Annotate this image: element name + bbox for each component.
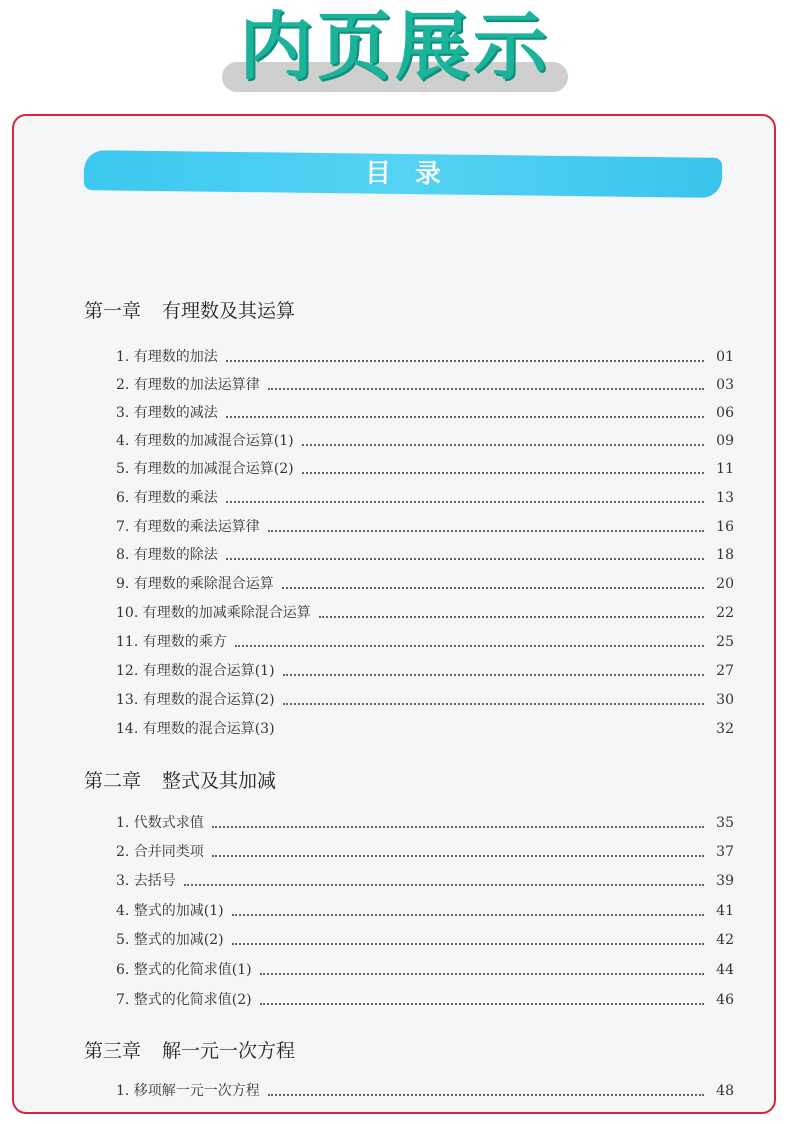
- entry-label: 5. 有理数的加减混合运算(2): [116, 461, 294, 477]
- toc-entry[interactable]: [116, 458, 734, 482]
- book-page: [12, 114, 776, 1114]
- entry-page: 27: [716, 663, 734, 679]
- entry-label: 14. 有理数的混合运算(3): [116, 721, 275, 737]
- dot-leader: [302, 443, 704, 446]
- toc-entry[interactable]: [116, 718, 734, 742]
- dot-leader: [212, 854, 704, 857]
- entry-page: 09: [716, 433, 734, 449]
- entry-label: 3. 去括号: [116, 873, 176, 889]
- toc-entry[interactable]: [116, 602, 734, 626]
- entry-label: 7. 整式的化简求值(2): [116, 992, 252, 1008]
- entry-page: 48: [716, 1083, 734, 1099]
- dot-leader: [302, 471, 704, 474]
- entry-label: 11. 有理数的乘方: [116, 634, 227, 650]
- entry-page: 22: [716, 605, 734, 621]
- entry-page: 39: [716, 873, 734, 889]
- toc-entry[interactable]: [116, 900, 734, 924]
- dot-leader: [282, 586, 704, 589]
- entry-label: 3. 有理数的减法: [116, 405, 218, 421]
- dot-leader: [283, 673, 704, 676]
- toc-entry[interactable]: [116, 631, 734, 655]
- dot-leader: [260, 1002, 704, 1005]
- toc-entry[interactable]: [116, 573, 734, 597]
- chapter-title: 有理数及其运算: [162, 300, 296, 322]
- dot-leader: [226, 500, 704, 503]
- toc-entry[interactable]: [116, 487, 734, 511]
- entry-label: 2. 合并同类项: [116, 844, 204, 860]
- dot-leader: [268, 1093, 704, 1096]
- entry-label: 12. 有理数的混合运算(1): [116, 663, 275, 679]
- toc-entry[interactable]: [116, 660, 734, 684]
- toc-entry[interactable]: [116, 430, 734, 454]
- chapter-heading: [84, 1036, 295, 1063]
- entry-label: 1. 代数式求值: [116, 815, 204, 831]
- dot-leader: [268, 387, 704, 390]
- entry-label: 9. 有理数的乘除混合运算: [116, 576, 274, 592]
- entry-label: 10. 有理数的加减乘除混合运算: [116, 605, 311, 621]
- toc-entry[interactable]: [116, 1080, 734, 1104]
- entry-page: 01: [716, 349, 734, 365]
- entry-label: 6. 整式的化简求值(1): [116, 962, 252, 978]
- entry-page: 13: [716, 490, 734, 506]
- toc-entry[interactable]: [116, 870, 734, 894]
- dot-leader: [184, 883, 704, 886]
- toc-entry[interactable]: [116, 374, 734, 398]
- toc-entry[interactable]: [116, 544, 734, 568]
- entry-page: 41: [716, 903, 734, 919]
- entry-page: 46: [716, 992, 734, 1008]
- toc-entry[interactable]: [116, 516, 734, 540]
- dot-leader: [232, 913, 704, 916]
- dot-leader: [235, 644, 704, 647]
- entry-page: 16: [716, 519, 734, 535]
- chapter-number: 第三章: [84, 1040, 142, 1062]
- entry-page: 37: [716, 844, 734, 860]
- entry-page: 25: [716, 634, 734, 650]
- toc-entry[interactable]: [116, 689, 734, 713]
- entry-page: 11: [716, 461, 734, 477]
- entry-label: 6. 有理数的乘法: [116, 490, 218, 506]
- dot-leader: [268, 529, 704, 532]
- toc-entry[interactable]: [116, 989, 734, 1013]
- dot-leader: [319, 615, 704, 618]
- entry-page: 42: [716, 932, 734, 948]
- dot-leader: [226, 415, 704, 418]
- entry-page: 35: [716, 815, 734, 831]
- toc-entry[interactable]: [116, 346, 734, 370]
- entry-label: 1. 有理数的加法: [116, 349, 218, 365]
- entry-page: 03: [716, 377, 734, 393]
- toc-entry[interactable]: [116, 841, 734, 865]
- dot-leader: [226, 359, 704, 362]
- chapter-number: 第一章: [84, 300, 142, 322]
- toc-entry[interactable]: [116, 959, 734, 983]
- entry-label: 13. 有理数的混合运算(2): [116, 692, 275, 708]
- entry-page: 20: [716, 576, 734, 592]
- chapter-heading: [84, 296, 295, 323]
- entry-label: 7. 有理数的乘法运算律: [116, 519, 260, 535]
- dot-leader: [232, 942, 704, 945]
- banner: [0, 0, 790, 110]
- dot-leader: [226, 557, 704, 560]
- toc-entry[interactable]: [116, 402, 734, 426]
- toc-header-bar: [84, 150, 722, 198]
- toc-entry[interactable]: [116, 929, 734, 953]
- entry-page: 30: [716, 692, 734, 708]
- toc-entry[interactable]: [116, 812, 734, 836]
- chapter-number: 第二章: [84, 770, 142, 792]
- entry-label: 4. 整式的加减(1): [116, 903, 224, 919]
- dot-leader: [260, 972, 704, 975]
- dot-leader: [212, 825, 704, 828]
- entry-label: 4. 有理数的加减混合运算(1): [116, 433, 294, 449]
- entry-page: 44: [716, 962, 734, 978]
- entry-page: 18: [716, 547, 734, 563]
- entry-label: 8. 有理数的除法: [116, 547, 218, 563]
- dot-leader: [283, 702, 704, 705]
- chapter-title: 整式及其加减: [162, 770, 277, 792]
- banner-title: 内页展示: [239, 4, 551, 90]
- entry-label: 5. 整式的加减(2): [116, 932, 224, 948]
- entry-page: 32: [716, 721, 734, 737]
- entry-label: 2. 有理数的加法运算律: [116, 377, 260, 393]
- toc-title: 目录: [364, 158, 466, 190]
- entry-label: 1. 移项解一元一次方程: [116, 1083, 260, 1099]
- entry-page: 06: [716, 405, 734, 421]
- chapter-heading: [84, 766, 276, 793]
- chapter-title: 解一元一次方程: [162, 1040, 296, 1062]
